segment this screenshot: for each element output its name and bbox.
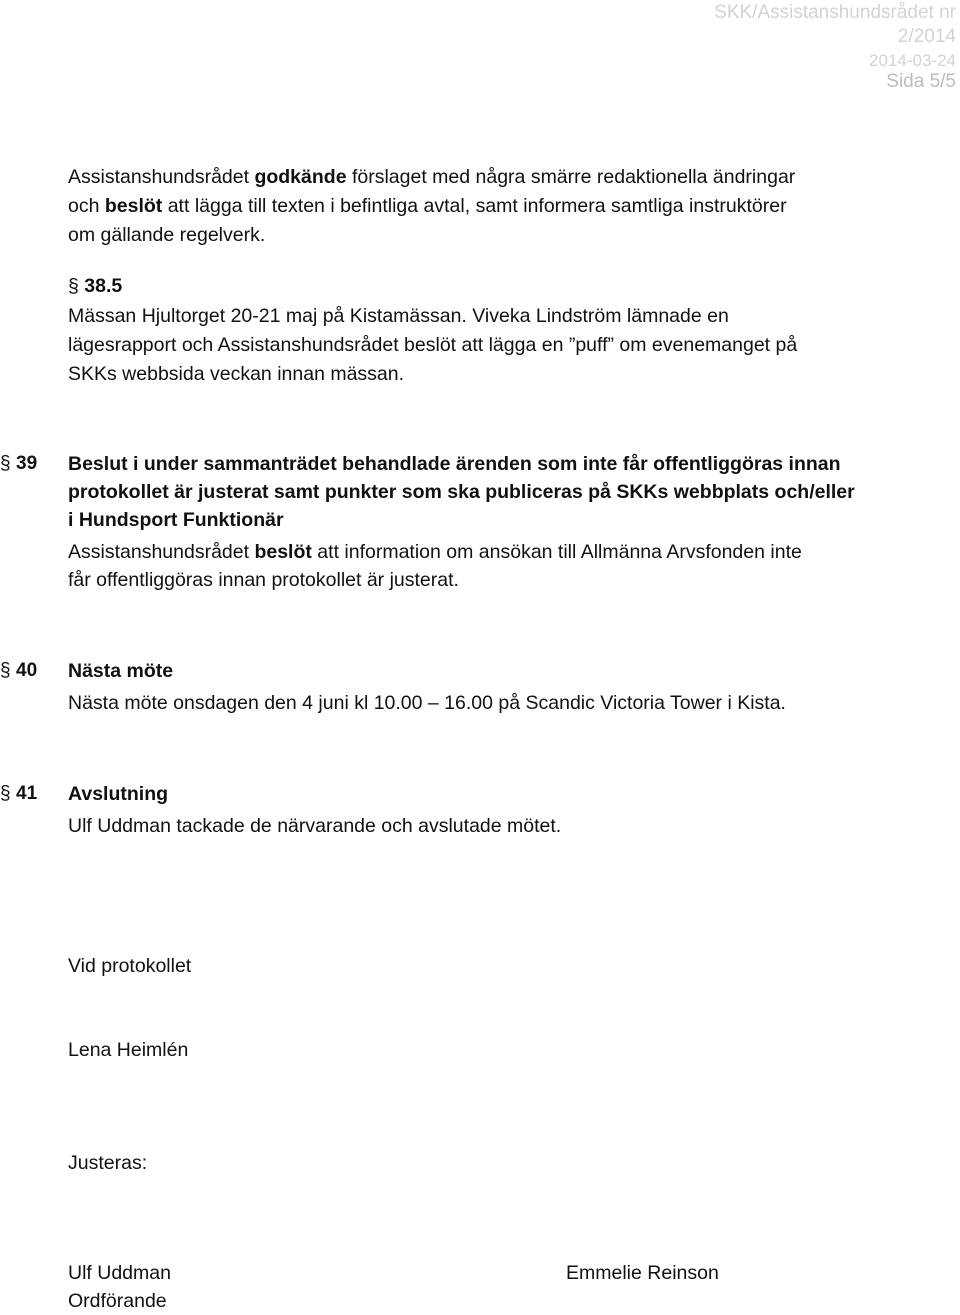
secretary-name: Lena Heimlén	[68, 1039, 189, 1061]
intro-bold-godkande: godkände	[254, 166, 347, 188]
intro-line-1: Assistanshundsrådet godkände förslaget med några smärre redaktionella ändringar	[68, 166, 796, 188]
section-symbol: §	[0, 453, 11, 474]
section-40-label	[0, 657, 37, 685]
chair-role: Ordförande	[68, 1290, 167, 1312]
section-41-number: 41	[16, 783, 38, 804]
section-39-heading-line-2: protokollet är justerat samt punkter som ska publiceras på SKKs webbplats och/eller	[68, 481, 855, 503]
section-39-heading-line-3: i Hundsport Funktionär	[68, 509, 284, 531]
section-symbol: §	[0, 660, 11, 681]
section-40-body: Nästa möte onsdagen den 4 juni kl 10.00 – 16.00 på Scandic Victoria Tower i Kista.	[68, 692, 786, 714]
section-symbol: §	[68, 275, 79, 297]
justeras-label: Justeras:	[68, 1152, 148, 1174]
section-symbol: §	[0, 783, 11, 804]
section-38-5-line-2: lägesrapport och Assistanshundsrådet beslöt att lägga en ”puff” om evenemanget på	[68, 334, 798, 356]
header-date: 2014-03-24	[869, 51, 956, 70]
header-issue: 2/2014	[897, 26, 956, 47]
section-38-5-label	[68, 271, 122, 301]
intro-line-2: och beslöt att lägga till texten i befintliga avtal, samt informera samtliga instruktörer	[68, 195, 787, 217]
section-41-heading: Avslutning	[68, 783, 169, 805]
adjuster-name: Emmelie Reinson	[566, 1262, 719, 1284]
section-40-heading: Nästa möte	[68, 660, 174, 682]
section-39-bold-beslot: beslöt	[254, 541, 312, 563]
intro-line-3: om gällande regelverk.	[68, 224, 266, 246]
section-38-5-line-1: Mässan Hjultorget 20-21 maj på Kistamässan. Viveka Lindström lämnade en	[68, 305, 729, 327]
section-39-label	[0, 450, 37, 478]
section-39-body-line-1: Assistanshundsrådet beslöt att information om ansökan till Allmänna Arvsfonden inte	[68, 541, 802, 563]
section-39-number: 39	[16, 453, 38, 474]
section-38-5-line-3: SKKs webbsida veckan innan mässan.	[68, 363, 405, 385]
header-page-number: Sida 5/5	[886, 71, 956, 92]
chair-name: Ulf Uddman	[68, 1262, 171, 1284]
section-40-number: 40	[16, 660, 38, 681]
intro-bold-beslot: beslöt	[104, 195, 163, 217]
section-39-heading-line-1: Beslut i under sammanträdet behandlade ärenden som inte får offentliggöras innan	[68, 453, 841, 475]
vid-protokollet-label: Vid protokollet	[68, 955, 192, 977]
section-41-label	[0, 780, 37, 808]
section-41-body: Ulf Uddman tackade de närvarande och avslutade mötet.	[68, 815, 562, 837]
section-39-body-line-2: får offentliggöras innan protokollet är justerat.	[68, 569, 459, 591]
header-title: SKK/Assistanshundsrådet nr	[714, 2, 956, 23]
section-38-5-number: 38.5	[84, 275, 123, 297]
